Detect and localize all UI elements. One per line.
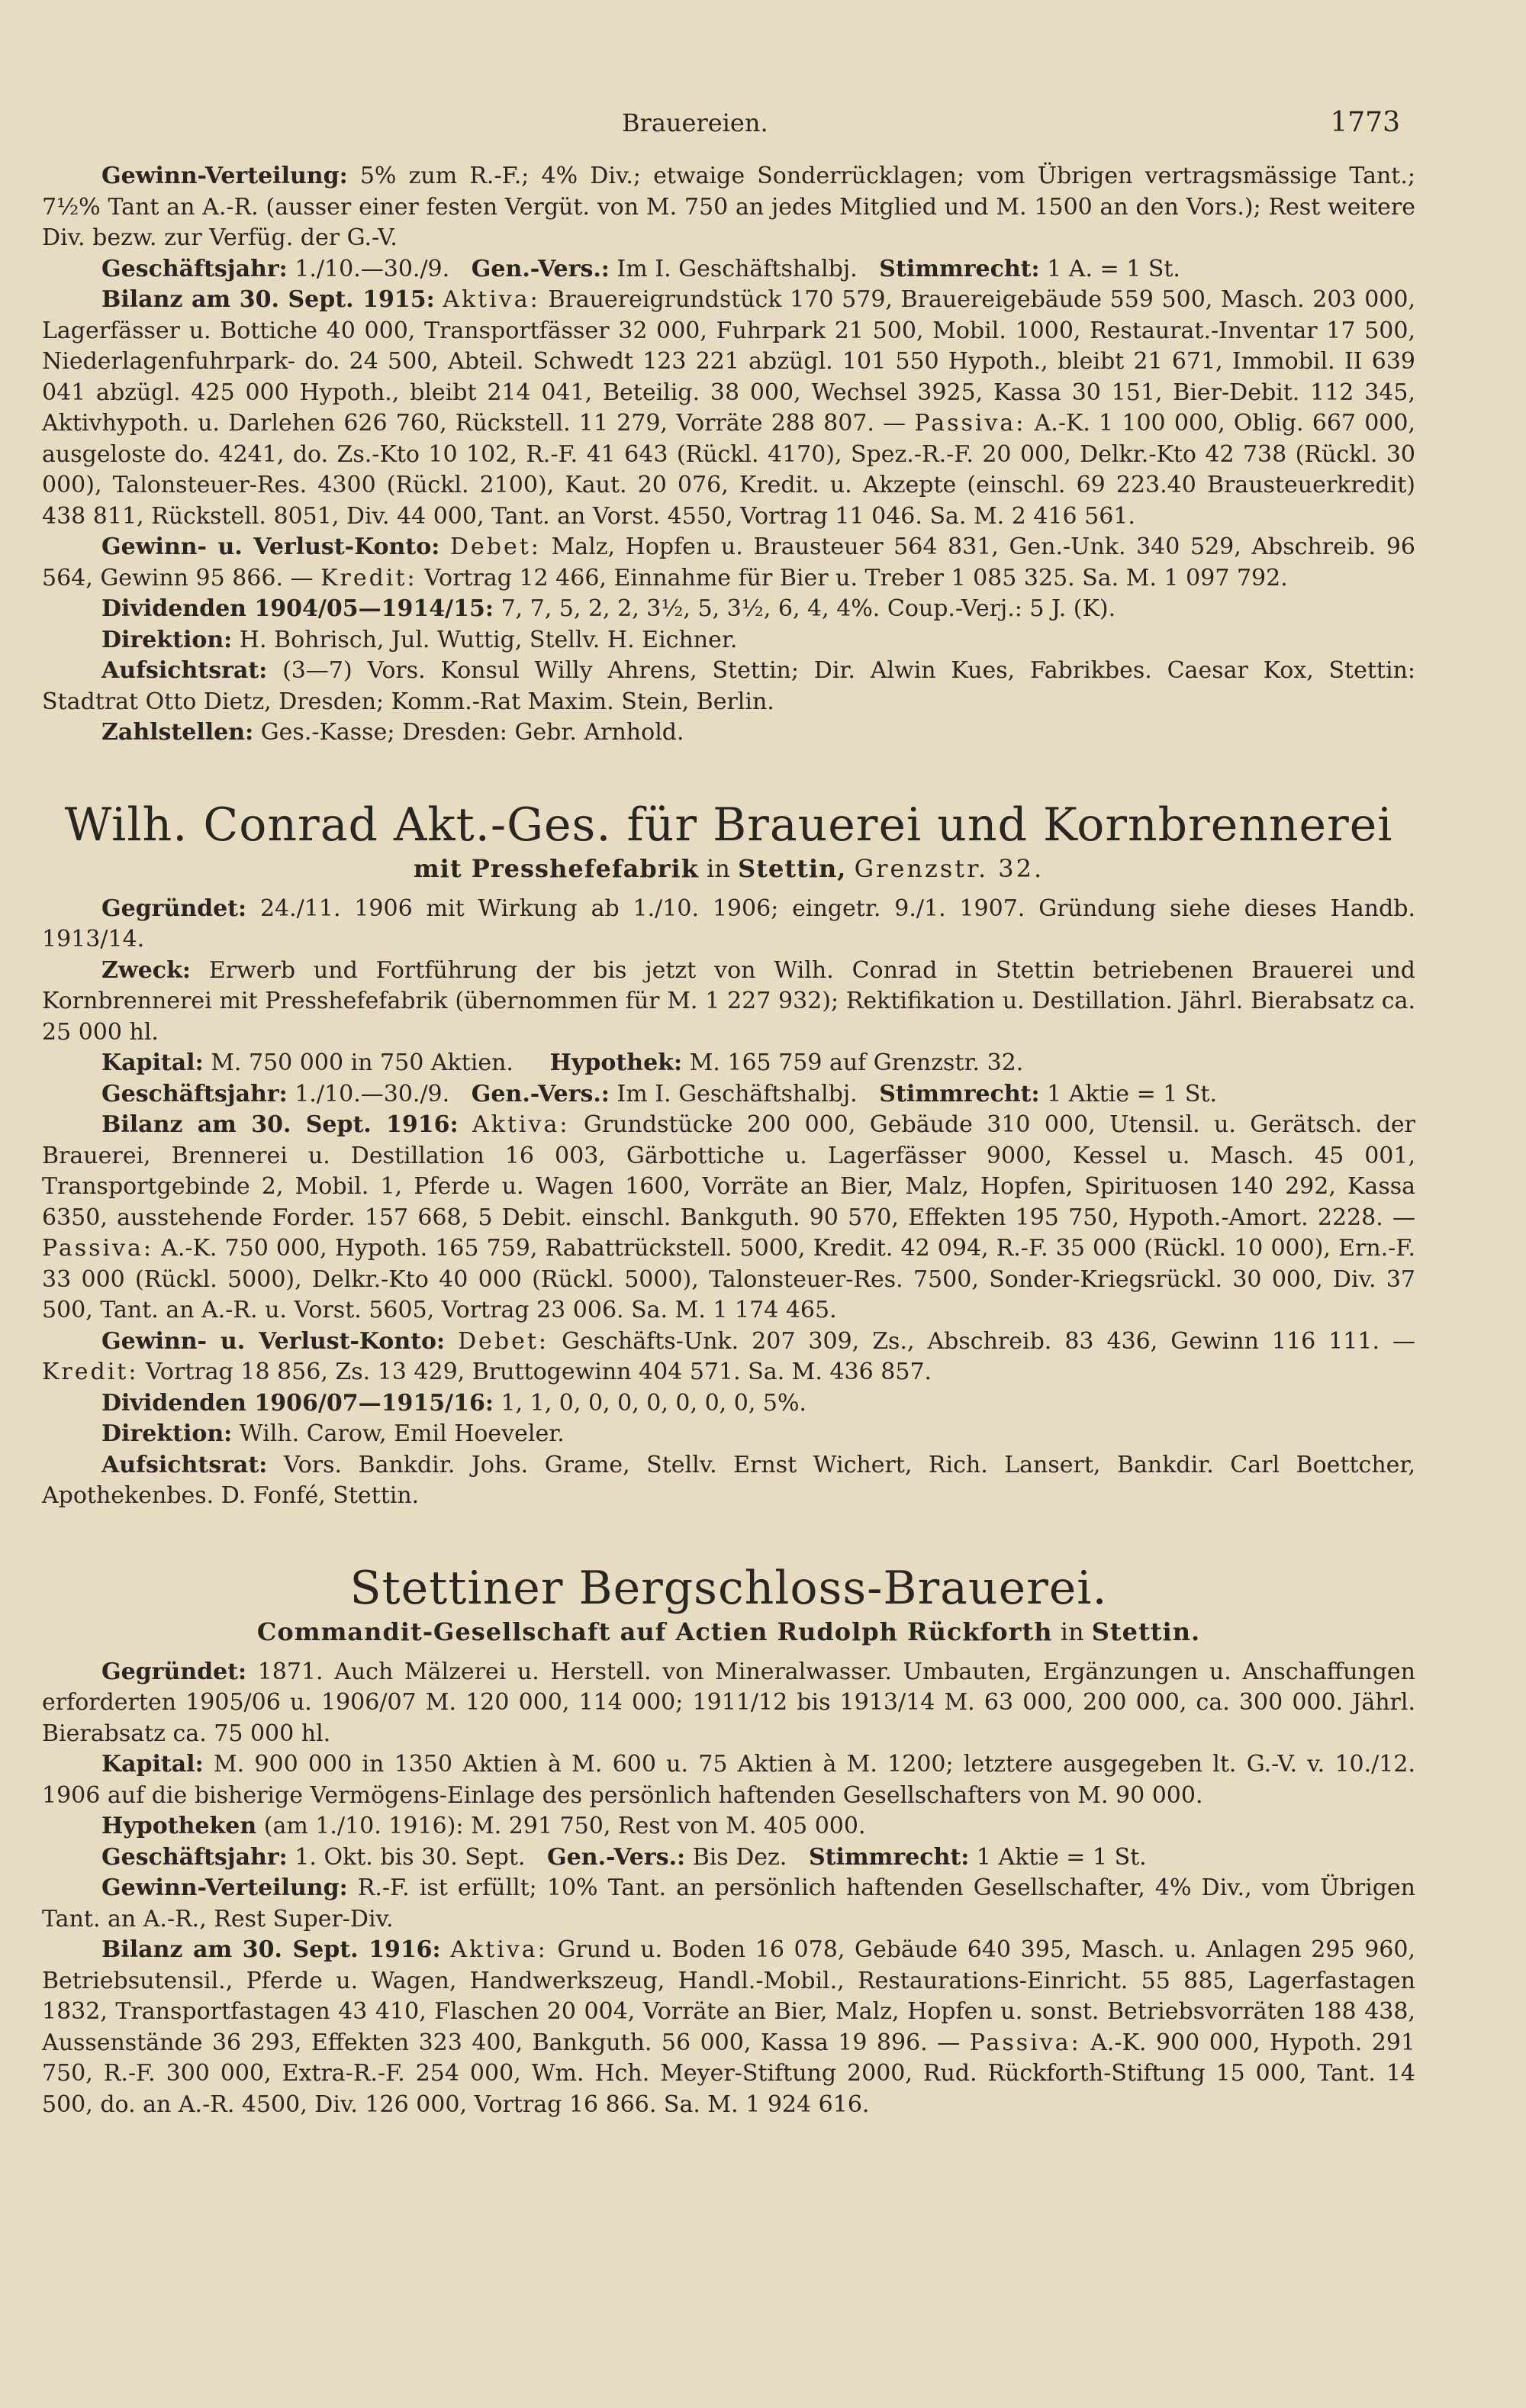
entry-kapital [42, 1048, 1415, 1079]
entry-label: Gen.-Vers.: [471, 1080, 610, 1107]
debet-label: Debet: [458, 1327, 549, 1355]
passiva-text: A.-K. 900 000, Hypoth. 291 750, R.-F. 300 000, Extra-R.-F. 254 000, Wm. Hch. Meyer-Stiftung 2000, Rud. Rückforth-Stiftung 15 000, Tant. 14 500, do. an A.-R. 4500, Div. 126 000, Vortrag 16 866. Sa. M. 1 924 616. [42, 2029, 1416, 2118]
entry-label: Direktion: [101, 1420, 233, 1447]
entry-zahlstellen [42, 717, 1415, 749]
subtitle-pre: mit Presshefefabrik [413, 853, 699, 883]
entry-geschaeftsjahr [42, 1842, 1415, 1874]
entry-text: 1 Aktie = 1 St. [1047, 1080, 1218, 1107]
entry-gegruendet [42, 1657, 1415, 1750]
subtitle-pre: Commandit-Gesellschaft auf Actien Rudolph Rückforth [256, 1617, 1053, 1646]
entry-label: Zahlstellen: [101, 719, 254, 746]
entry-text: Ges.-Kasse; Dresden: Gebr. Arnhold. [260, 719, 684, 746]
entry-label: Geschäftsjahr: [101, 1080, 288, 1107]
entry-aufsichtsrat [42, 1450, 1415, 1512]
kredit-label: Kredit: [42, 1359, 139, 1385]
debet-text: Malz, Hopfen u. Brausteuer 564 831, Gen.-Unk. 340 529, Abschreib. 96 564, Gewinn 95 866. — [42, 533, 1415, 592]
entry-text: Erwerb und Fortführung der bis jetzt von Wilh. Conrad in Stettin betriebenen Brauerei und Kornbrennerei mit Presshefefabrik (übernommen für M. 1 227 932); Rektifikation u. Destillation. Jährl. Bierabsatz ca. 25 000 hl. [42, 956, 1415, 1046]
entry-label: Bilanz am 30. Sept. 1915: [101, 286, 435, 313]
page-number: 1773 [1330, 107, 1400, 138]
entry-zweck [42, 956, 1415, 1049]
passiva-label: Passiva: [42, 1235, 154, 1262]
entry-text: Vors. Bankdir. Johs. Grame, Stellv. Ernst Wichert, Rich. Lansert, Bankdir. Carl Boettcher, Apothekenbes. D. Fonfé, Stettin. [42, 1451, 1415, 1509]
entry-label: Zweck: [101, 956, 191, 984]
entry-kapital [42, 1749, 1415, 1811]
section-stettiner-bergschloss [42, 1561, 1416, 2121]
entry-text: 24./11. 1906 mit Wirkung ab 1./10. 1906; eingetr. 9./1. 1907. Gründung siehe dieses Handb. 1913/14. [42, 895, 1415, 953]
entry-label: Kapital: [101, 1049, 204, 1076]
passiva-label: Passiva: [914, 410, 1026, 437]
company-subtitle [42, 854, 1415, 883]
entry-text: 5% zum R.-F.; 4% Div.; etwaige Sonderrücklagen; vom Übrigen vertragsmässige Tant.; 7½% Tant an A.-R. (ausser einer festen Vergüt. von M. 750 an jedes Mitglied und M. 1500 an den Vors.); Rest weitere Div. bezw. zur Verfüg. der G.-V. [42, 163, 1415, 251]
kredit-text: Vortrag 18 856, Zs. 13 429, Bruttogewinn 404 571. Sa. M. 436 857. [146, 1359, 932, 1385]
entry-dividenden [42, 1388, 1415, 1420]
entry-text: Im I. Geschäftshalbj. [617, 1080, 858, 1107]
entry-text: 1, 1, 0, 0, 0, 0, 0, 0, 0, 5%. [501, 1389, 807, 1417]
entry-label: Stimmrecht: [879, 255, 1040, 282]
entry-gegruendet [42, 894, 1415, 956]
entry-label: Stimmrecht: [809, 1843, 970, 1871]
section-gap [42, 749, 1415, 772]
aktiva-label: Aktiva: [472, 1111, 570, 1138]
entry-text: Im I. Geschäftshalbj. [617, 255, 858, 282]
entry-label: Gewinn-Verteilung: [101, 1875, 348, 1901]
entry-label: Dividenden 1904/05—1914/15: [101, 595, 494, 622]
passiva-text: A.-K. 750 000, Hypoth. 165 759, Rabattrückstell. 5000, Kredit. 42 094, R.-F. 35 000 (Rückl. 10 000), Ern.-F. 33 000 (Rückl. 5000), Delkr.-Kto 40 000 (Rückl. 5000), Talonsteuer-Res. 7500, Sonder-Kriegsrückl. 30 000, Div. 37 500, Tant. an A.-R. u. Vorst. 5605, Vortrag 23 006. Sa. M. 1 174 465. [42, 1235, 1415, 1323]
aktiva-label: Aktiva: [450, 1936, 548, 1963]
entry-text: R.-F. ist erfüllt; 10% Tant. an persönlich haftenden Gesellschafter, 4% Div., vom Übrigen Tant. an A.-R., Rest Super-Div. [42, 1875, 1415, 1933]
entry-label: Aufsichtsrat: [101, 1451, 268, 1478]
kredit-text: Vortrag 12 466, Einnahme für Bier u. Treber 1 085 325. Sa. M. 1 097 792. [424, 564, 1288, 592]
entry-label: Geschäftsjahr: [101, 255, 288, 282]
entry-bilanz [42, 1935, 1415, 2120]
subtitle-in: in [1060, 1617, 1084, 1646]
section-gap [42, 1512, 1415, 1535]
entry-label: Dividenden 1906/07—1915/16: [101, 1389, 494, 1417]
company-title: Stettiner Bergschloss-Brauerei. [349, 1561, 1108, 1615]
entry-label: Gegründet: [101, 1658, 247, 1685]
subtitle-in: in [707, 853, 730, 883]
debet-label: Debet: [449, 533, 541, 560]
aktiva-text: Grund u. Boden 16 078, Gebäude 640 395, Masch. u. Anlagen 295 960, Betriebsutensil., Pferde u. Wagen, Handwerkszeug, Handl.-Mobil., Restaurations-Einricht. 55 885, Lagerfastagen 1832, Transportfastagen 43 410, Flaschen 20 004, Vorräte an Bier, Malz, Hopfen u. sonst. Betriebsvorräten 188 438, Aussenstände 36 293, Effekten 323 400, Bankguth. 56 000, Kassa 19 896. — [42, 1936, 1415, 2056]
entry-label: Hypotheken [101, 1813, 257, 1839]
entry-label: Gegründet: [101, 895, 247, 922]
entry-label: Bilanz am 30. Sept. 1916: [101, 1111, 459, 1138]
entry-label: Stimmrecht: [879, 1080, 1040, 1107]
entry-dividenden [42, 594, 1415, 625]
passiva-text: A.-K. 1 100 000, Oblig. 667 000, ausgeloste do. 4241, do. Zs.-Kto 10 102, R.-F. 41 643 (Rückl. 4170), Spez.-R.-F. 20 000, Delkr.-Kto 42 738 (Rückl. 30 000), Talonsteuer-Res. 4300 (Rückl. 2100), Kaut. 20 076, Kredit. u. Akzepte (einschl. 69 223.40 Brausteuerkredit) 438 811, Rückstell. 8051, Div. 44 000, Tant. an Vorst. 4550, Vortrag 11 046. Sa. M. 2 416 561. [42, 410, 1415, 530]
header-title: Brauereien. [622, 108, 768, 137]
section-wilh-conrad [42, 798, 1416, 1512]
entry-label: Aufsichtsrat: [101, 657, 268, 684]
entry-gewinn-verteilung [42, 161, 1415, 254]
entry-label: Geschäftsjahr: [101, 1843, 288, 1871]
aktiva-text: Grundstücke 200 000, Gebäude 310 000, Utensil. u. Gerätsch. der Brauerei, Brennerei u. Destillation 16 003, Gärbottiche u. Lagerfässer 9000, Kessel u. Masch. 45 001, Transportgebinde 2, Mobil. 1, Pferde u. Wagen 1600, Vorräte an Bier, Malz, Hopfen, Spirituosen 140 292, Kassa 6350, ausstehende Forder. 157 668, 5 Debit. einschl. Bankguth. 90 570, Effekten 195 750, Hypoth.-Amort. 2228. — [42, 1111, 1416, 1231]
entry-geschaeftsjahr [42, 1079, 1415, 1111]
entry-text: Wilh. Carow, Emil Hoeveler. [239, 1420, 565, 1447]
entry-geschaeftsjahr [42, 254, 1415, 285]
entry-label: Bilanz am 30. Sept. 1916: [101, 1936, 441, 1963]
entry-bilanz [42, 1110, 1415, 1326]
subtitle-address: Grenzstr. 32. [854, 853, 1045, 883]
entry-hypotheken [42, 1811, 1415, 1842]
entry-text: 1871. Auch Mälzerei u. Herstell. von Mineralwasser. Umbauten, Ergänzungen u. Anschaffungen erforderten 1905/06 u. 1906/07 M. 120 000, 114 000; 1911/12 bis 1913/14 M. 63 000, 200 000, ca. 300 000. Jährl. Bierabsatz ca. 75 000 hl. [42, 1658, 1415, 1747]
debet-text: Geschäfts-Unk. 207 309, Zs., Abschreib. 83 436, Gewinn 116 111. — [562, 1327, 1415, 1355]
running-header [42, 107, 1415, 138]
entry-label: Kapital: [101, 1751, 204, 1778]
entry-label: Hypothek: [549, 1049, 683, 1076]
entry-label: Gen.-Vers.: [547, 1843, 686, 1871]
entry-direktion [42, 1419, 1415, 1450]
company-subtitle [42, 1617, 1415, 1646]
entry-text: (am 1./10. 1916): M. 291 750, Rest von M. 405 000. [263, 1813, 866, 1839]
entry-text: M. 900 000 in 1350 Aktien à M. 600 u. 75 Aktien à M. 1200; letztere ausgegeben lt. G.-V. v. 10./12. 1906 auf die bisherige Vermögens-Einlage des persönlich haftenden Gesellschafters von M. 90 000. [42, 1751, 1415, 1809]
entry-gewinn-verlust [42, 1326, 1415, 1388]
entry-label: Gewinn- u. Verlust-Konto: [101, 1327, 446, 1355]
entry-text: 1./10.—30./9. [295, 255, 450, 282]
entry-label: Gewinn-Verteilung: [101, 163, 348, 189]
entry-text: M. 750 000 in 750 Aktien. [211, 1049, 513, 1076]
entry-bilanz [42, 285, 1415, 532]
aktiva-text: Brauereigrundstück 170 579, Brauereigebäude 559 500, Masch. 203 000, Lagerfässer u. Bottiche 40 000, Transportfässer 32 000, Fuhrpark 21 500, Mobil. 1000, Restaurat.-Inventar 17 500, Niederlagenfuhrpark- do. 24 500, Abteil. Schwedt 123 221 abzügl. 101 550 Hypoth., bleibt 21 671, Immobil. II 639 041 abzügl. 425 000 Hypoth., bleibt 214 041, Beteilig. 38 000, Wechsel 3925, Kassa 30 151, Bier-Debit. 112 345, Aktivhypoth. u. Darlehen 626 760, Rückstell. 11 279, Vorräte 288 807. — [42, 286, 1415, 437]
entry-text: 1. Okt. bis 30. Sept. [295, 1843, 526, 1871]
entry-text: 1./10.—30./9. [295, 1080, 450, 1107]
entry-aufsichtsrat [42, 656, 1415, 717]
entry-text: 1 A. = 1 St. [1047, 255, 1180, 282]
entry-text: M. 165 759 auf Grenzstr. 32. [689, 1049, 1024, 1076]
passiva-label: Passiva: [969, 2029, 1081, 2056]
aktiva-label: Aktiva: [443, 286, 540, 313]
entry-label: Gewinn- u. Verlust-Konto: [101, 533, 440, 560]
entry-text: Bis Dez. [692, 1843, 787, 1871]
subtitle-city: Stettin. [1091, 1617, 1201, 1646]
kredit-label: Kredit: [320, 564, 417, 592]
entry-text: 7, 7, 5, 2, 2, 3½, 5, 3½, 6, 4, 4%. Coup.-Verj.: 5 J. (K). [501, 595, 1116, 622]
page [42, 107, 1415, 2120]
entry-text: H. Bohrisch, Jul. Wuttig, Stellv. H. Eichner. [239, 626, 738, 653]
section-previous-company [42, 161, 1415, 749]
entry-label: Direktion: [101, 626, 233, 653]
entry-text: 1 Aktie = 1 St. [976, 1843, 1147, 1871]
entry-direktion [42, 625, 1415, 656]
entry-gewinn-verlust [42, 532, 1415, 594]
entry-gewinn-verteilung [42, 1873, 1415, 1935]
subtitle-city: Stettin, [738, 853, 847, 883]
company-title: Wilh. Conrad Akt.-Ges. für Brauerei und Kornbrennerei [64, 798, 1393, 852]
entry-label: Gen.-Vers.: [471, 255, 610, 282]
entry-text: (3—7) Vors. Konsul Willy Ahrens, Stettin; Dir. Alwin Kues, Fabrikbes. Caesar Kox, Stettin: Stadtrat Otto Dietz, Dresden; Komm.-Rat Maxim. Stein, Berlin. [42, 657, 1416, 715]
